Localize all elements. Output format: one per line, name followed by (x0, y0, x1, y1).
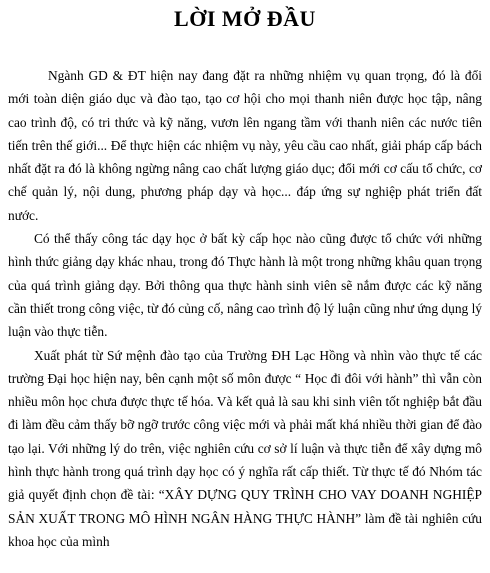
page-title: LỜI MỞ ĐẦU (174, 6, 316, 31)
paragraph-intro: Ngành GD & ĐT hiện nay đang đặt ra những nhiệm vụ quan trọng, đó là đổi mới toàn diện giáo dục và đào tạo, tạo cơ hội cho mọi thanh niên được học tập, nâng cao trình độ, có tri thức và kỹ năng, vươn lên ngang tầm với thanh niên các nước tiên tiến trên thế giới... Để thực hiện các nhiệm vụ này, yêu cầu cao nhất, giải pháp cấp bách nhất đặt ra đó là không ngừng nâng cao chất lượng giáo dục; đổi mới cơ cấu tổ chức, cơ chế quản lý, nội dung, phương pháp dạy và học... đáp ứng sự nghiệp phát triển đất nước. (8, 68, 482, 223)
paragraph-topic: Xuất phát từ Sứ mệnh đào tạo của Trường ĐH Lạc Hồng và nhìn vào thực tế các trường Đại học hiện nay, bên cạnh một số môn được “ Học đi đôi với hành” thì vẫn còn nhiều môn học chưa được thực tế hóa. Và kết quả là sau khi sinh viên tốt nghiệp bắt đầu đi làm đều cảm thấy bỡ ngỡ trước công việc mới và phải mất khá nhiều thời gian để đào tạo lại. Với những lý do trên, việc nghiên cứu cơ sở lí luận và thực tiễn để xây dựng mô hình thực hành trong quá trình dạy học có ý nghĩa rất cấp thiết. Từ thực tế đó Nhóm tác giả quyết định chọn đề tài: “XÂY DỰNG QUY TRÌNH CHO VAY DOANH NGHIỆP SẢN XUẤT TRONG MÔ HÌNH NGÂN HÀNG THỰC HÀNH” làm đề tài nghiên cứu khoa học của mình (8, 347, 482, 549)
paragraph-practice: Có thể thấy công tác dạy học ở bất kỳ cấp học nào cũng được tổ chức với những hình thức giảng dạy khác nhau, trong đó Thực hành là một trong những khâu quan trọng của quá trình giảng dạy. Bởi thông qua thực hành sinh viên sẽ nắm được các kỹ năng cần thiết trong công việc, từ đó củng cố, nâng cao trình độ lý luận cũng như ứng dụng lý luận vào thực tiễn. (8, 231, 482, 340)
